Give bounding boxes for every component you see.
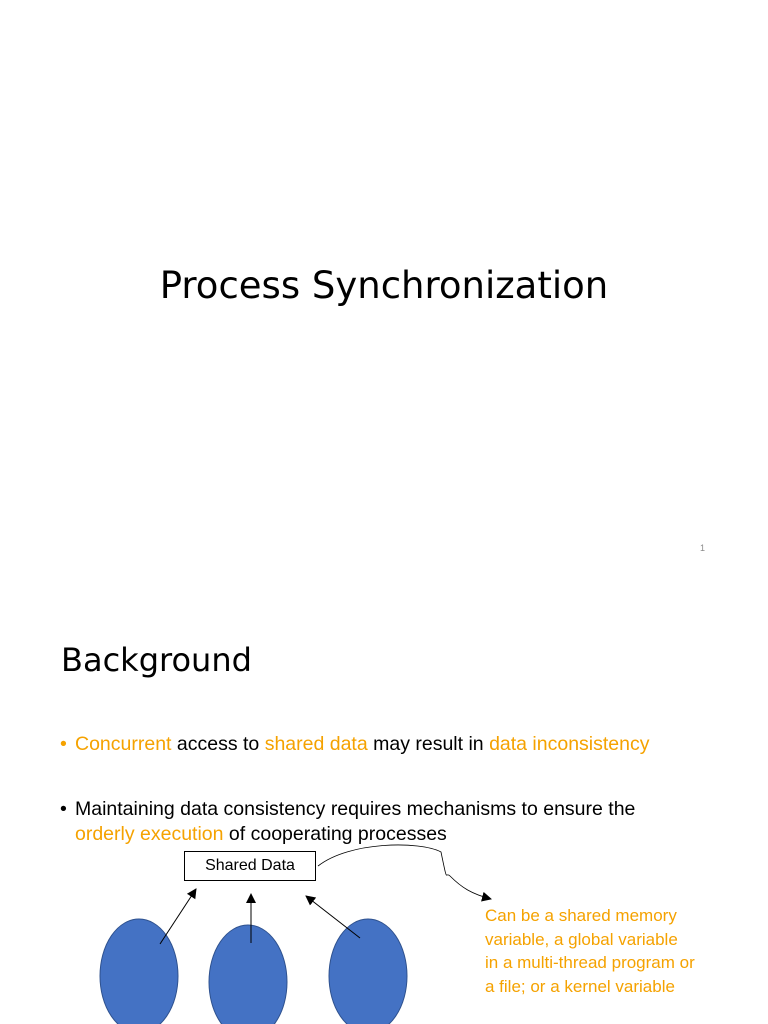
slide-heading: Background — [61, 641, 252, 679]
arrow-process-1 — [160, 889, 196, 944]
highlight-data-inconsistency: data inconsistency — [489, 733, 650, 755]
slide-title: Process Synchronization — [159, 264, 609, 307]
shared-data-box: Shared Data — [184, 851, 316, 881]
bullet-marker: • — [60, 733, 67, 755]
highlight-concurrent: Concurrent — [75, 733, 172, 755]
note-line-1: Can be a shared memory — [485, 906, 677, 925]
note-line-3: in a multi-thread program or — [485, 953, 695, 972]
shared-data-note — [485, 904, 725, 998]
callout-connector — [318, 845, 491, 899]
text-access-to: access to — [171, 733, 265, 755]
highlight-orderly-execution: orderly execution — [75, 823, 224, 845]
arrow-process-3 — [306, 896, 360, 938]
text-may-result-in: may result in — [367, 733, 490, 755]
note-line-4: a file; or a kernel variable — [485, 976, 675, 996]
note-line-2: variable, a global variable — [485, 929, 678, 949]
page-number: 1 — [700, 543, 706, 553]
process-3-circle — [329, 919, 407, 1024]
text-cooperating-processes: of cooperating processes — [223, 823, 447, 845]
process-2-circle — [209, 925, 287, 1024]
text-maintaining: Maintaining data consistency requires mechanisms to ensure the — [75, 798, 636, 820]
highlight-shared-data: shared data — [264, 733, 368, 755]
background-slide — [0, 576, 768, 1024]
bullet-marker: • — [60, 798, 67, 820]
